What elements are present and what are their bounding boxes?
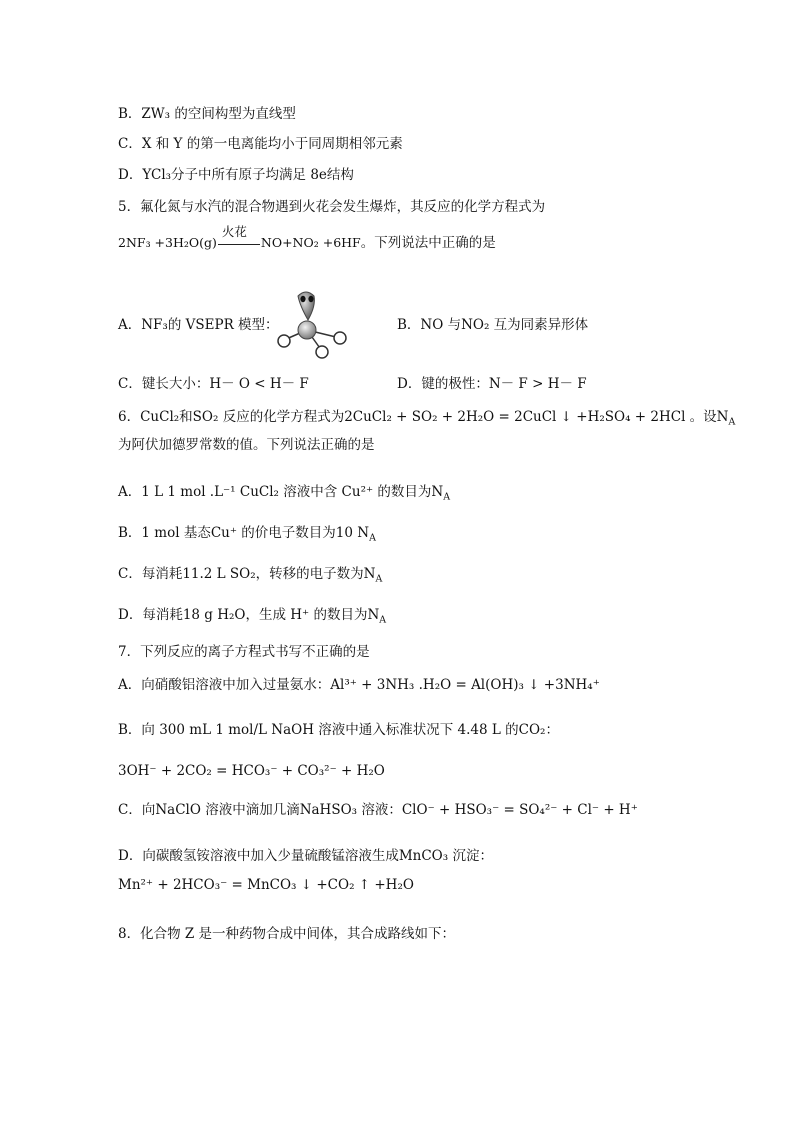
q6-stem-text: 6．CuCl₂和SO₂ 反应的化学方程式为2CuCl₂ + SO₂ + 2H₂O = 2CuCl ↓ +H₂SO₄ + 2HCl 。设N: [118, 409, 729, 425]
q6-option-b: [118, 524, 376, 542]
q6-option-d-sub: A: [379, 614, 387, 626]
q7-option-a: A．向硝酸铝溶液中加入过量氨水：Al³⁺ + 3NH₃ .H₂O = Al(OH)₃ ↓ +3NH₄⁺: [118, 677, 600, 693]
q7-option-b: B．向 300 mL 1 mol/L NaOH 溶液中通入标准状况下 4.48 L 的CO₂：: [118, 722, 559, 738]
q4-option-c: C．X 和 Y 的第一电离能均小于同周期相邻元素: [118, 136, 403, 152]
q7-option-b-equation: 3OH⁻ + 2CO₂ = HCO₃⁻ + CO₃²⁻ + H₂O: [118, 763, 385, 779]
q6-option-c-sub: A: [375, 573, 383, 585]
vsepr-model-icon: [270, 288, 350, 360]
q6-stem-subscript: A: [728, 416, 736, 428]
q5-eq-left: 2NF₃ +3H₂O(g): [118, 235, 217, 250]
q6-stem-line1: [118, 408, 735, 426]
q6-option-a-sub: A: [443, 491, 451, 503]
q7-option-d: D．向碳酸氢铵溶液中加入少量硫酸锰溶液生成MnCO₃ 沉淀：: [118, 848, 493, 864]
q5-option-d: D．键的极性：N－ F > H－ F: [397, 376, 587, 392]
q7-option-d-equation: Mn²⁺ + 2HCO₃⁻ = MnCO₃ ↓ +CO₂ ↑ +H₂O: [118, 877, 414, 893]
q7-stem: 7．下列反应的离子方程式书写不正确的是: [118, 644, 370, 660]
q6-option-b-text: B．1 mol 基态Cu⁺ 的价电子数目为10 N: [118, 525, 370, 541]
q6-option-c: [118, 565, 382, 583]
q6-option-d-text: D．每消耗18 g H₂O，生成 H⁺ 的数目为N: [118, 607, 380, 623]
q5-eq-tail: 。下列说法中正确的是: [360, 235, 496, 251]
q5-equation: [118, 223, 496, 253]
q4-option-d: D．YCl₃分子中所有原子均满足 8e结构: [118, 167, 354, 183]
q5-eq-right: NO+NO₂ +6HF: [260, 235, 361, 250]
q6-option-b-sub: A: [369, 532, 376, 544]
q6-option-a-text: A．1 L 1 mol .L⁻¹ CuCl₂ 溶液中含 Cu²⁺ 的数目为N: [118, 484, 444, 500]
q5-option-c: C．键长大小：H－ O < H－ F: [118, 376, 309, 392]
q5-option-b: B．NO 与NO₂ 互为同素异形体: [397, 317, 589, 333]
q5-eq-condition: 火花: [221, 223, 247, 239]
q7-option-c: C．向NaClO 溶液中滴加几滴NaHSO₃ 溶液：ClO⁻ + HSO₃⁻ = SO₄²⁻ + Cl⁻ + H⁺: [118, 802, 638, 818]
q6-stem-line2: 为阿伏加德罗常数的值。下列说法正确的是: [118, 437, 375, 453]
q5-stem: 5．氟化氮与水汽的混合物遇到火花会发生爆炸，其反应的化学方程式为: [118, 199, 546, 215]
q5-option-a: A．NF₃的 VSEPR 模型：: [118, 317, 279, 333]
q6-option-c-text: C．每消耗11.2 L SO₂，转移的电子数为N: [118, 566, 376, 582]
reaction-arrow-icon: [218, 223, 260, 253]
q4-option-b: B．ZW₃ 的空间构型为直线型: [118, 106, 296, 122]
q8-stem: 8．化合物 Z 是一种药物合成中间体，其合成路线如下：: [118, 926, 456, 942]
q6-option-d: [118, 606, 386, 624]
q6-option-a: [118, 483, 450, 501]
